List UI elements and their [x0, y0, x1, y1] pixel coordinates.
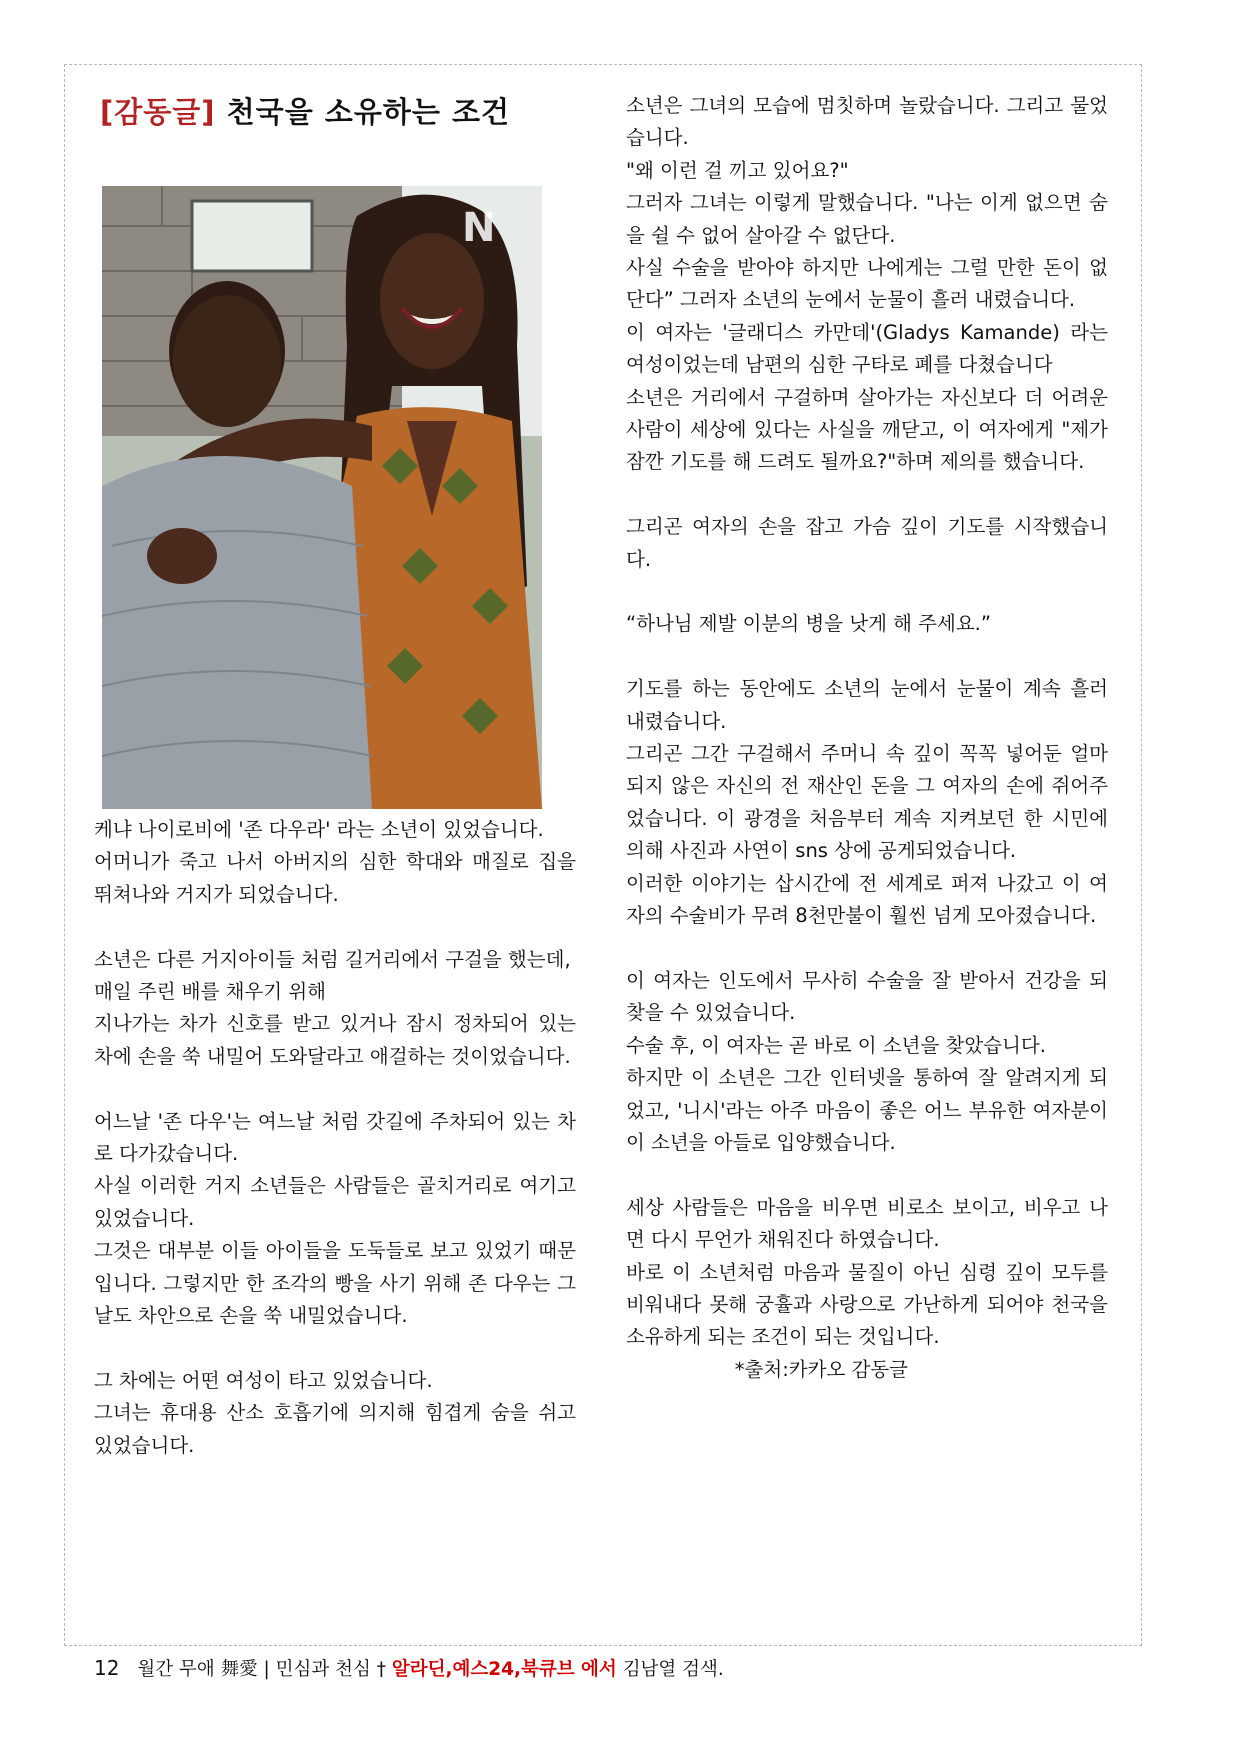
paragraph-gap [94, 1332, 576, 1364]
paragraph: 바로 이 소년처럼 마음과 물질이 아닌 심령 깊이 모두를 비워내다 못해 궁휼과 사랑으로 가난하게 되어야 천국을 소유하게 되는 조건이 되는 것입니다. [626, 1260, 1108, 1349]
right-column [626, 90, 1108, 1386]
paragraph: 그리곤 그간 구걸해서 주머니 속 깊이 꼭꼭 넣어둔 얼마되지 않은 자신의 전 재산인 돈을 그 여자의 손에 쥐어주었습니다. 이 광경을 처음부터 계속 지켜보던 한 시민에 의해 사진과 사연이 sns 상에 공게되었습니다. [626, 742, 1108, 863]
paragraph: 지나가는 차가 신호를 받고 있거나 잠시 정차되어 있는 차에 손을 쑥 내밀어 도와달라고 애걸하는 것이었습니다. [94, 1012, 576, 1068]
paragraph: 매일 주린 배를 채우기 위해 [94, 980, 327, 1004]
title-tag: [감동글] [100, 95, 216, 129]
paragraph-gap [626, 1159, 1108, 1191]
paragraph: 소년은 거리에서 구걸하며 살아가는 자신보다 더 어려운 사람이 세상에 있다는 사실을 깨닫고, 이 여자에게 "제가 잠깐 기도를 해 드려도 될까요?"하며 제의를 했습니다. [626, 385, 1108, 474]
page-footer [94, 1655, 724, 1681]
paragraph: 그리곤 여자의 손을 잡고 가슴 깊이 기도를 시작했습니다. [626, 515, 1108, 571]
article-photo [102, 186, 542, 809]
source-credit: *출처:카카오 감동글 [734, 1357, 908, 1381]
paragraph: 이 여자는 인도에서 무사히 수술을 잘 받아서 건강을 되찾을 수 있었습니다. [626, 968, 1108, 1025]
paragraph: "왜 이런 걸 끼고 있어요?" [626, 158, 849, 182]
paragraph: 그것은 대부분 이들 아이들을 도둑들로 보고 있었기 때문입니다. 그렇지만 한 조각의 빵을 사기 위해 존 다우는 그날도 차안으로 손을 쑥 내밀었습니다. [94, 1239, 576, 1328]
paragraph-gap [626, 479, 1108, 511]
search-text: 김남열 검색. [622, 1659, 724, 1680]
paragraph: 케냐 나이로비에 '존 다우라' 라는 소년이 있었습니다. [94, 818, 544, 841]
paragraph: “하나님 제발 이분의 병을 낫게 해 주세요.” [626, 612, 991, 636]
paragraph: 세상 사람들은 마음을 비우면 비로소 보이고, 비우고 나면 다시 무언가 채워진다 하였습니다. [626, 1195, 1108, 1252]
paragraph: 소년은 다른 거지아이들 처럼 길거리에서 구걸을 했는데, [94, 947, 571, 971]
paragraph: 소년은 그녀의 모습에 멈칫하며 놀랐습니다. 그리고 물었습니다. [626, 94, 1108, 150]
paragraph-gap [94, 1073, 576, 1105]
paragraph: 어느날 '존 다우'는 여느날 처럼 갓길에 주차되어 있는 차로 다가갔습니다. [94, 1109, 576, 1166]
page-number: 12 [94, 1656, 120, 1680]
photo-watermark: N [462, 205, 496, 251]
paragraph-gap [626, 933, 1108, 965]
paragraph-gap [94, 911, 576, 943]
paragraph: 기도를 하는 동안에도 소년의 눈에서 눈물이 계속 흘러 내렸습니다. [626, 677, 1108, 733]
title-main: 천국을 소유하는 조건 [226, 95, 510, 129]
paragraph: 수술 후, 이 여자는 곧 바로 이 소년을 찾았습니다. [626, 1033, 1046, 1057]
paragraph: 그 차에는 어떤 여성이 타고 있었습니다. [94, 1368, 433, 1392]
paragraph: 그녀는 휴대용 산소 호흡기에 의지해 힘겹게 숨을 쉬고 있었습니다. [94, 1401, 576, 1457]
article-title [100, 90, 510, 131]
paragraph-gap [626, 641, 1108, 673]
paragraph: 사실 이러한 거지 소년들은 사람들은 골치거리로 여기고 있었습니다. [94, 1174, 576, 1230]
paragraph: 어머니가 죽고 나서 아버지의 심한 학대와 매질로 집을 뛰쳐나와 거지가 되었습니다. [94, 850, 576, 906]
left-column [94, 814, 576, 1462]
paragraph-gap [626, 576, 1108, 608]
store-names: 알라딘,예스24,북큐브 에서 [391, 1659, 617, 1680]
magazine-name: 월간 무애 舞愛 | 민심과 천심 † [137, 1659, 386, 1680]
paragraph: 이러한 이야기는 삽시간에 전 세계로 퍼져 나갔고 이 여자의 수술비가 무려 8천만불이 훨씬 넘게 모아졌습니다. [626, 871, 1108, 928]
paragraph: 그러자 그녀는 이렇게 말했습니다. "나는 이게 없으면 숨을 쉴 수 없어 살아갈 수 없단다. [626, 191, 1108, 247]
paragraph: 하지만 이 소년은 그간 인터넷을 통하여 잘 알려지게 되었고, '니시'라는 아주 마음이 좋은 어느 부유한 여자분이 이 소년을 아들로 입양했습니다. [626, 1066, 1108, 1154]
paragraph: 사실 수술을 받아야 하지만 나에게는 그럴 만한 돈이 없단다” 그러자 소년의 눈에서 눈물이 흘러 내렸습니다. [626, 256, 1108, 312]
paragraph: 이 여자는 '글래디스 카만데'(Gladys Kamande) 라는 여성이었는데 남편의 심한 구타로 폐를 다쳤습니다 [626, 320, 1108, 377]
